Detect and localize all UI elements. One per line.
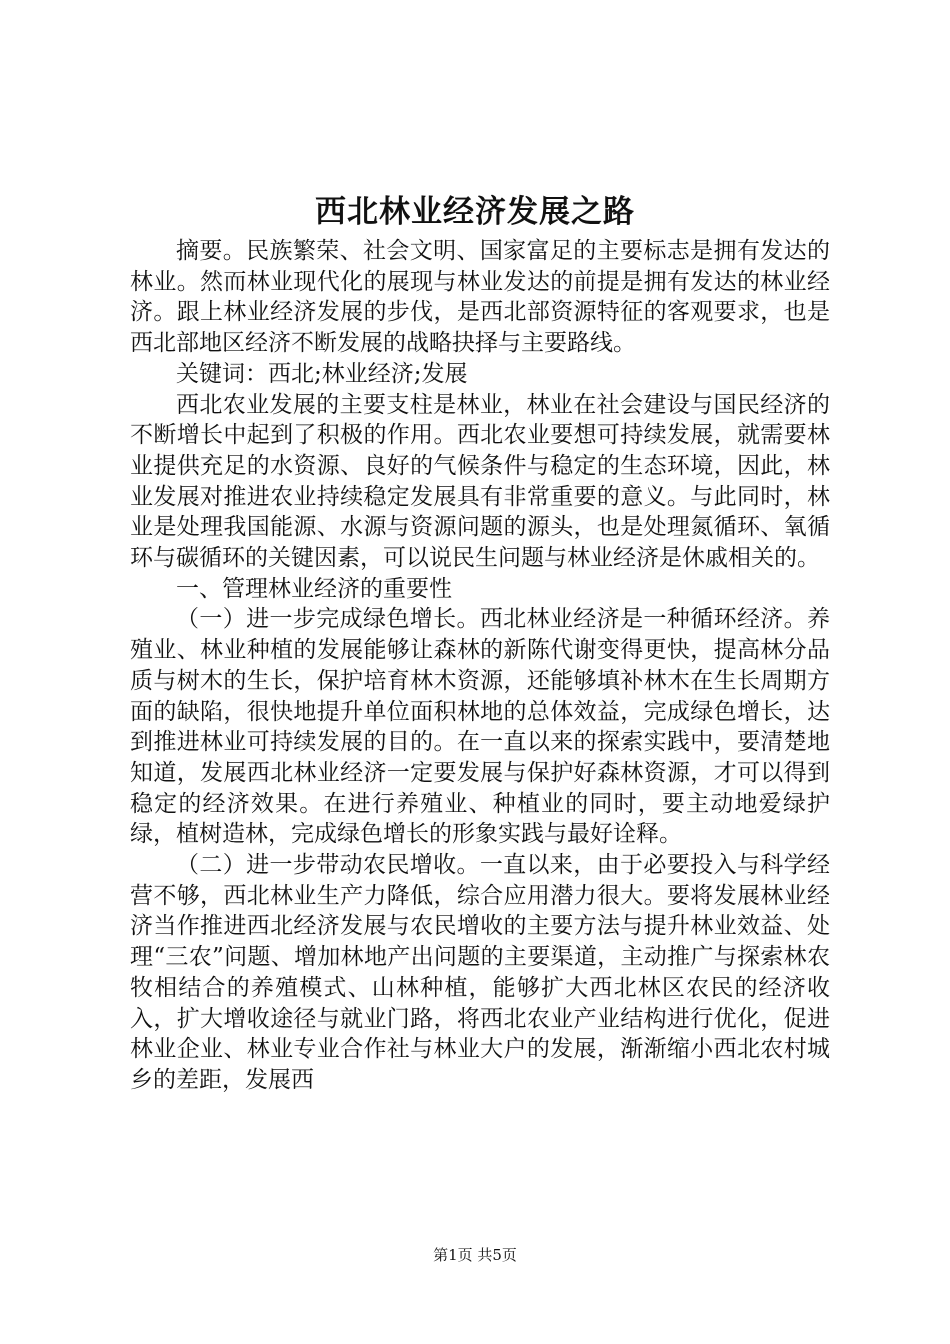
- subsection-paragraph-1: （一）进一步完成绿色增长。西北林业经济是一种循环经济。养殖业、林业种植的发展能够让森林的新陈代谢变得更快，提高林分品质与树木的生长，保护培育林木资源，还能够填补林木在生长周期方面的缺陷，很快地提升单位面积林地的总体效益，完成绿色增长，达到推进林业可持续发展的目的。在一直以来的探索实践中，要清楚地知道，发展西北林业经济一定要发展与保护好森林资源，才可以得到稳定的经济效果。在进行养殖业、种植业的同时，要主动地爱绿护绿，植树造林，完成绿色增长的形象实践与最好诠释。: [130, 606, 830, 848]
- subsection-paragraph-2: （二）进一步带动农民增收。一直以来，由于必要投入与科学经营不够，西北林业生产力降低，综合应用潜力很大。要将发展林业经济当作推进西北经济发展与农民增收的主要方法与提升林业效益、处理“三农”问题、增加林地产出问题的主要渠道，主动推广与探索林农牧相结合的养殖模式、山林种植，能够扩大西北林区农民的经济收入，扩大增收途径与就业门路，将西北农业产业结构进行优化，促进林业企业、林业专业合作社与林业大户的发展，渐渐缩小西北农村城乡的差距，发展西: [130, 852, 830, 1093]
- document-body: [130, 236, 830, 1096]
- page-footer: 第1页 共5页: [433, 1246, 517, 1264]
- intro-paragraph: 西北农业发展的主要支柱是林业，林业在社会建设与国民经济的不断增长中起到了积极的作用。西北农业要想可持续发展，就需要林业提供充足的水资源、良好的气候条件与稳定的生态环境，因此，林业发展对推进农业持续稳定发展具有非常重要的意义。与此同时，林业是处理我国能源、水源与资源问题的源头，也是处理氮循环、氧循环与碳循环的关键因素，可以说民生问题与林业经济是休戚相关的。: [130, 391, 830, 572]
- abstract-paragraph: 摘要。民族繁荣、社会文明、国家富足的主要标志是拥有发达的林业。然而林业现代化的展现与林业发达的前提是拥有发达的林业经济。跟上林业经济发展的步伐，是西北部资源特征的客观要求，也是西北部地区经济不断发展的战略抉择与主要路线。: [130, 238, 830, 357]
- document-title: 西北林业经济发展之路: [315, 194, 635, 230]
- section-heading: 一、管理林业经济的重要性: [176, 575, 452, 602]
- keywords-paragraph: 关键词：西北;林业经济;发展: [176, 360, 468, 387]
